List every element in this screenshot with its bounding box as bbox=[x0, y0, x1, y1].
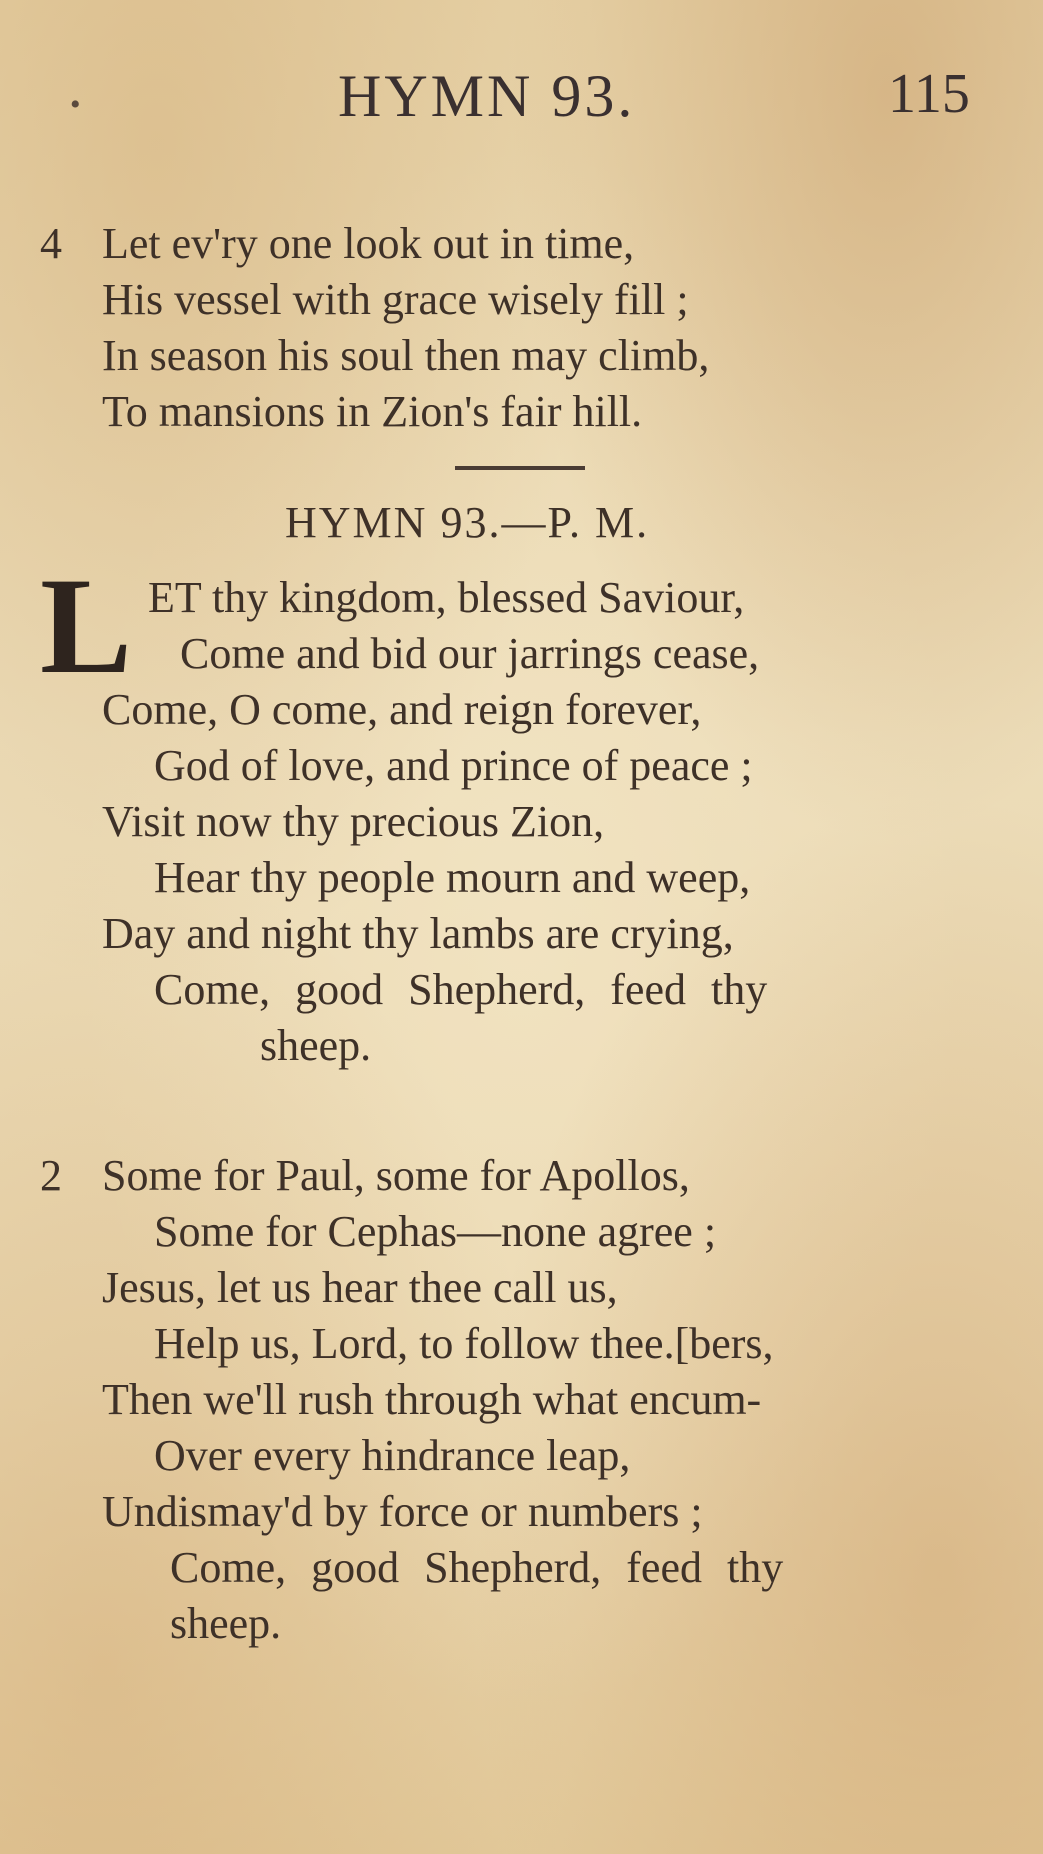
stanza-line: sheep. bbox=[260, 1021, 372, 1070]
stanza-line: Visit now thy precious Zion, bbox=[102, 797, 605, 846]
stanza-line: His vessel with grace wisely fill ; bbox=[102, 275, 689, 324]
stanza-line: Come, O come, and reign forever, bbox=[102, 685, 702, 734]
section-divider-rule bbox=[455, 466, 585, 470]
stanza-line: In season his soul then may climb, bbox=[102, 331, 710, 380]
stanza-line: ET thy kingdom, blessed Saviour, bbox=[148, 573, 745, 622]
running-head-bullet: • bbox=[70, 88, 81, 121]
stanza-line: Undismay'd by force or numbers ; bbox=[102, 1487, 703, 1536]
running-head-title: HYMN 93. bbox=[338, 63, 636, 129]
hymn-heading: HYMN 93.—P. M. bbox=[285, 498, 650, 547]
stanza-line: Then we'll rush through what encum- bbox=[102, 1375, 762, 1424]
stanza-line: God of love, and prince of peace ; bbox=[154, 741, 753, 790]
stanza-line: Over every hindrance leap, bbox=[154, 1431, 631, 1480]
stanza-line: Some for Cephas—none agree ; bbox=[154, 1207, 717, 1256]
stanza-line: Some for Paul, some for Apollos, bbox=[102, 1151, 690, 1200]
stanza-line: Day and night thy lambs are crying, bbox=[102, 909, 734, 958]
running-head bbox=[0, 62, 1043, 142]
stanza-number: 2 bbox=[40, 1151, 62, 1200]
page-number: 115 bbox=[888, 63, 970, 125]
stanza-line: To mansions in Zion's fair hill. bbox=[102, 387, 643, 436]
stanza-line: Jesus, let us hear thee call us, bbox=[102, 1263, 618, 1312]
stanza-line: Come, good Shepherd, feed thy bbox=[154, 965, 768, 1014]
stanza-number: 4 bbox=[40, 219, 62, 268]
stanza-line: sheep. bbox=[170, 1599, 282, 1648]
stanza-line: Come, good Shepherd, feed thy bbox=[170, 1543, 784, 1592]
stanza-line: Let ev'ry one look out in time, bbox=[102, 219, 635, 268]
drop-cap-letter: L bbox=[40, 549, 133, 702]
stanza-line: Come and bid our jarrings cease, bbox=[180, 629, 760, 678]
stanza-line: Hear thy people mourn and weep, bbox=[154, 853, 751, 902]
stanza-line: Help us, Lord, to follow thee.[bers, bbox=[154, 1319, 774, 1368]
